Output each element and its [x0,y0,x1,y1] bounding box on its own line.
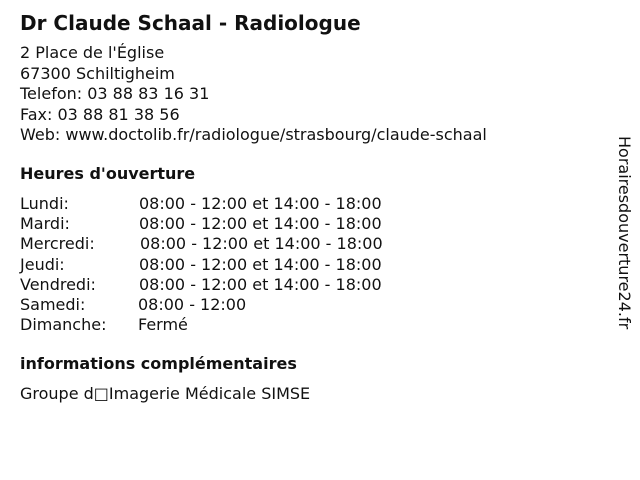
site-watermark [612,136,634,372]
hours-value: 08:00 - 12:00 et 14:00 - 18:00 [139,254,382,274]
hours-value: 08:00 - 12:00 et 14:00 - 18:00 [139,274,382,294]
hours-value: 08:00 - 12:00 [138,294,247,314]
additional-info-heading: informations complémentaires [20,354,297,373]
hours-value: 08:00 - 12:00 et 14:00 - 18:00 [140,234,383,254]
street-address: 2 Place de l'Église [20,43,165,62]
additional-info-text: Groupe d□Imagerie Médicale SIMSE [20,384,311,403]
day-label: Lundi: [20,194,69,213]
day-label: Mercredi: [20,234,95,254]
address-block [20,43,487,146]
page-title: Dr Claude Schaal - Radiologue [20,11,361,35]
hours-value: 08:00 - 12:00 et 14:00 - 18:00 [139,214,382,234]
city-postcode: 67300 Schiltigheim [20,63,175,83]
day-label: Dimanche: [20,315,107,335]
hours-value: 08:00 - 12:00 et 14:00 - 18:00 [139,194,382,213]
day-label: Vendredi: [20,274,96,294]
day-label: Mardi: [20,214,70,234]
hours-value: Fermé [138,315,188,335]
fax-number: Fax: 03 88 81 38 56 [20,104,180,124]
day-label: Jeudi: [20,254,65,274]
opening-hours-heading: Heures d'ouverture [20,164,196,183]
phone-number: Telefon: 03 88 83 16 31 [20,84,210,103]
website: Web: www.doctolib.fr/radiologue/strasbourg/claude-schaal [20,125,487,144]
watermark-text: Horairesdouverture24.fr [615,136,634,330]
day-label: Samedi: [20,294,86,314]
